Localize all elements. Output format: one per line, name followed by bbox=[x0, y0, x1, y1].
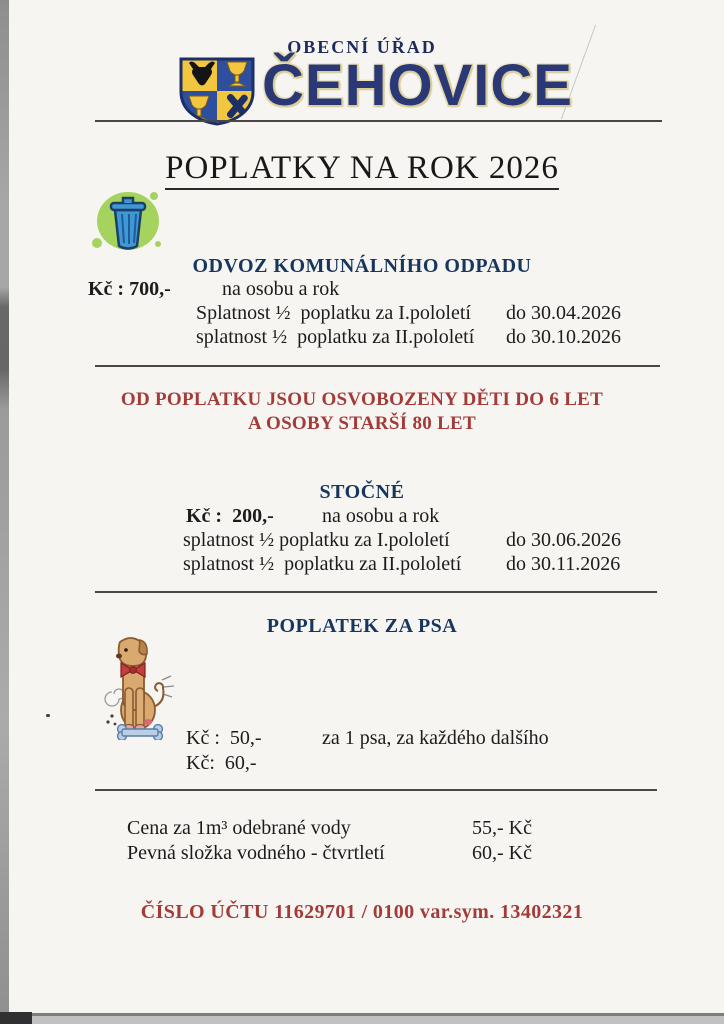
sewer-row-due: do 30.06.2026 bbox=[506, 529, 621, 551]
coat-of-arms-icon bbox=[177, 56, 257, 126]
scan-left-edge bbox=[0, 0, 9, 1024]
exemption-line-2: A OSOBY STARŠÍ 80 LET bbox=[247, 413, 477, 434]
waste-row-due: do 30.10.2026 bbox=[506, 326, 621, 348]
section-divider bbox=[95, 591, 657, 593]
dog-heading: POPLATEK ZA PSA bbox=[266, 615, 458, 637]
dog-price-1: Kč : 50,- bbox=[186, 727, 262, 749]
water-row-label: Cena za 1m³ odebrané vody bbox=[127, 817, 351, 839]
waste-price-note: na osobu a rok bbox=[222, 278, 340, 300]
sewer-row-due: do 30.11.2026 bbox=[506, 553, 621, 575]
village-name: ČEHOVICE bbox=[262, 53, 573, 118]
water-row-label: Pevná složka vodného - čtvrtletí bbox=[127, 842, 385, 864]
exemption-line-1: OD POPLATKU JSOU OSVOBOZENY DĚTI DO 6 LET bbox=[120, 389, 604, 410]
dog-price-2: Kč: 60,- bbox=[186, 752, 257, 774]
waste-heading: ODVOZ KOMUNÁLNÍHO ODPADU bbox=[192, 255, 532, 277]
sewer-price-note: na osobu a rok bbox=[322, 505, 440, 527]
waste-row-label: splatnost ½ poplatku za II.pololetí bbox=[196, 326, 475, 348]
section-divider bbox=[95, 365, 660, 367]
dog-price-note: za 1 psa, za každého dalšího bbox=[322, 727, 549, 749]
dog-icon bbox=[96, 630, 178, 740]
scan-corner-mark bbox=[0, 1012, 32, 1024]
org-name: OBECNÍ ÚŘAD bbox=[287, 37, 437, 57]
water-row-value: 55,- Kč bbox=[472, 817, 532, 839]
sewer-price: Kč : 200,- bbox=[186, 505, 274, 527]
page-title: POPLATKY NA ROK 2026 bbox=[20, 150, 704, 187]
sewer-heading: STOČNÉ bbox=[319, 481, 405, 503]
account-number-line: ČÍSLO ÚČTU 11629701 / 0100 var.sym. 13402321 bbox=[140, 901, 584, 923]
sewer-row-label: splatnost ½ poplatku za I.pololetí bbox=[183, 529, 450, 551]
scan-speck bbox=[46, 714, 50, 717]
section-divider bbox=[95, 789, 657, 791]
waste-row-label: Splatnost ½ poplatku za I.pololetí bbox=[196, 302, 471, 324]
header-divider bbox=[95, 120, 662, 122]
sewer-row-label: splatnost ½ poplatku za II.pololetí bbox=[183, 553, 462, 575]
trash-bin-icon bbox=[88, 184, 170, 260]
waste-price: Kč : 700,- bbox=[88, 278, 171, 300]
waste-row-due: do 30.04.2026 bbox=[506, 302, 621, 324]
scan-bottom-edge bbox=[0, 1013, 724, 1024]
water-row-value: 60,- Kč bbox=[472, 842, 532, 864]
